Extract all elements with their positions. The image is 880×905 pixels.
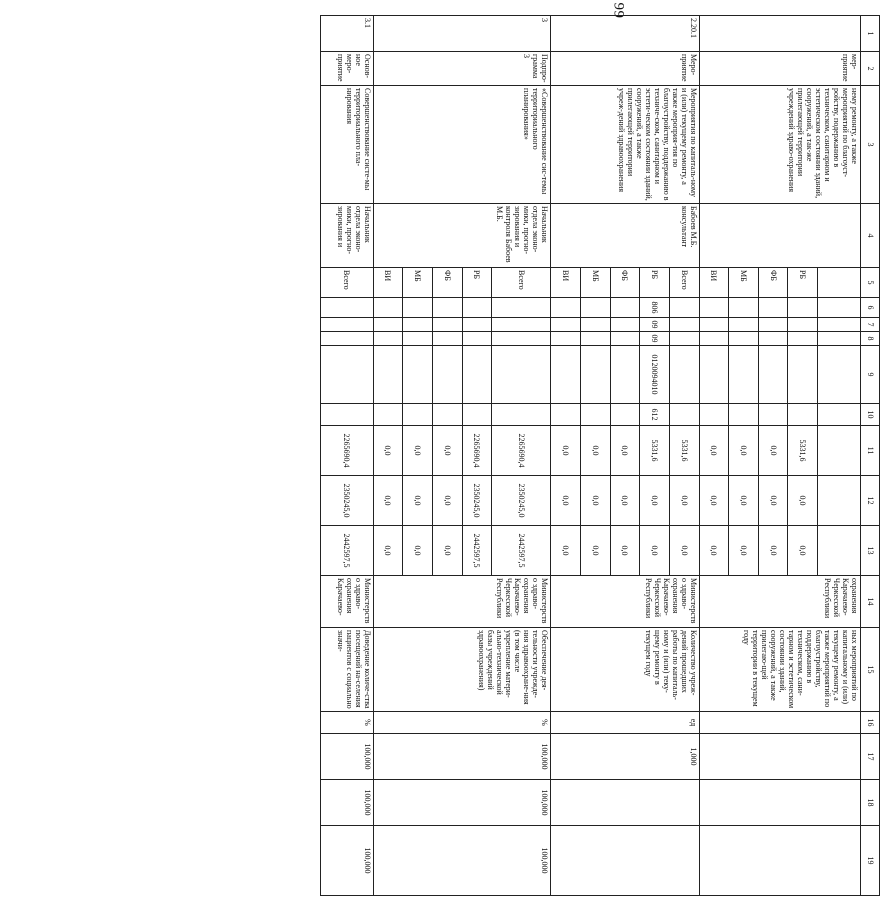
cell-c17: 100,000	[321, 734, 374, 780]
cell-c3: Мероприятия по капиталь-ному и (или) текущему ремонту, а также мероприя-тия по благоустройству, поддержанию в техниче-ском, санитарном и эстети-ческом состоянии зданий, сооружений, а также прилегающей территории учреж-дений здравоохранения	[551, 86, 699, 204]
cell-c10	[432, 404, 462, 426]
cell-c5: ВИ	[551, 268, 581, 298]
cell-c8	[321, 332, 374, 346]
cell-c11: 5331,6	[669, 426, 699, 476]
header-cell: 16	[861, 712, 880, 734]
cell-c12: 0,0	[432, 476, 462, 526]
cell-c4: Бабоев М.Б. консультант	[551, 204, 699, 268]
cell-c5: ВИ	[699, 268, 729, 298]
cell-c13: 0,0	[581, 526, 611, 576]
cell-c5	[818, 268, 861, 298]
cell-c3: «Совершенствование сис-темы территориального планирования»	[373, 86, 551, 204]
cell-c3: Совершенствование систе-мы территориального пла-нирования	[321, 86, 374, 204]
table-row	[669, 16, 699, 896]
cell-c11: 2265690,4	[492, 426, 551, 476]
cell-c12: 0,0	[551, 476, 581, 526]
header-cell: 9	[861, 346, 880, 404]
cell-c6	[492, 298, 551, 318]
cell-c6	[758, 298, 788, 318]
cell-c10	[699, 404, 729, 426]
header-cell: 14	[861, 576, 880, 628]
cell-c9	[729, 346, 759, 404]
cell-c10	[669, 404, 699, 426]
cell-c6	[432, 298, 462, 318]
cell-c12: 2350245,0	[492, 476, 551, 526]
cell-c13: 0,0	[373, 526, 403, 576]
cell-c9	[669, 346, 699, 404]
cell-c13: 2442597,5	[462, 526, 492, 576]
table-row	[818, 16, 861, 896]
cell-c7	[758, 318, 788, 332]
cell-c18	[699, 780, 861, 826]
cell-c7	[729, 318, 759, 332]
cell-c3: нему ремонту, а также мероприятий по благоуст-ройству, подержанию в техническом, санитарном и эстетическом состоянии зданий, сооружений, а так-же прилегающей территории учреждений здраво-охранения	[699, 86, 861, 204]
cell-c5: ФБ	[610, 268, 640, 298]
cell-c9	[610, 346, 640, 404]
cell-c9	[551, 346, 581, 404]
cell-c11: 0,0	[758, 426, 788, 476]
cell-c13	[818, 526, 861, 576]
cell-c6	[729, 298, 759, 318]
cell-c8	[492, 332, 551, 346]
cell-c13: 0,0	[699, 526, 729, 576]
header-cell: 18	[861, 780, 880, 826]
cell-c13: 0,0	[610, 526, 640, 576]
header-cell: 11	[861, 426, 880, 476]
cell-c7	[788, 318, 818, 332]
cell-c19	[699, 826, 861, 896]
cell-c5: МБ	[729, 268, 759, 298]
cell-c11: 2265690,4	[462, 426, 492, 476]
cell-c7	[610, 318, 640, 332]
cell-c7	[818, 318, 861, 332]
cell-c10	[403, 404, 433, 426]
cell-c12: 0,0	[581, 476, 611, 526]
cell-c19: 100,000	[321, 826, 374, 896]
cell-c8: 09	[640, 332, 670, 346]
header-cell: 19	[861, 826, 880, 896]
cell-c5: Всего	[321, 268, 374, 298]
cell-c11: 5331,6	[788, 426, 818, 476]
cell-c10	[551, 404, 581, 426]
header-cell: 8	[861, 332, 880, 346]
cell-c7	[492, 318, 551, 332]
cell-c18	[551, 780, 699, 826]
cell-c7	[462, 318, 492, 332]
cell-c11: 0,0	[729, 426, 759, 476]
cell-c4	[699, 204, 861, 268]
cell-c4: Начальник отдела эконо-мики, прогно-зирования и	[321, 204, 374, 268]
cell-c6	[403, 298, 433, 318]
cell-c10	[373, 404, 403, 426]
cell-c9	[432, 346, 462, 404]
cell-c12: 2350245,0	[321, 476, 374, 526]
cell-c14: Министерство здраво-охранения Карачаево-Черкесской Республики	[551, 576, 699, 628]
cell-c13: 0,0	[729, 526, 759, 576]
header-cell: 4	[861, 204, 880, 268]
cell-c10	[581, 404, 611, 426]
cell-c11	[818, 426, 861, 476]
cell-c5: МБ	[581, 268, 611, 298]
cell-c5: Всего	[492, 268, 551, 298]
cell-c6	[551, 298, 581, 318]
cell-c11: 0,0	[581, 426, 611, 476]
cell-c13: 0,0	[640, 526, 670, 576]
cell-c9	[462, 346, 492, 404]
cell-c7	[321, 318, 374, 332]
cell-c5: РБ	[640, 268, 670, 298]
cell-c8	[788, 332, 818, 346]
cell-c8	[462, 332, 492, 346]
header-cell: 10	[861, 404, 880, 426]
cell-c13: 2442597,5	[321, 526, 374, 576]
cell-c10: 612	[640, 404, 670, 426]
cell-c16: ед	[551, 712, 699, 734]
cell-c11: 5331,6	[640, 426, 670, 476]
cell-c8	[758, 332, 788, 346]
cell-c10	[818, 404, 861, 426]
cell-c16	[699, 712, 861, 734]
cell-c10	[788, 404, 818, 426]
cell-c13: 0,0	[551, 526, 581, 576]
header-cell: 13	[861, 526, 880, 576]
cell-c12: 2350245,0	[462, 476, 492, 526]
cell-c1: 3.1	[321, 16, 374, 52]
cell-c12: 0,0	[699, 476, 729, 526]
cell-c14: Министерство здраво-охранения Карачаево-Черкесской Республики	[373, 576, 551, 628]
header-cell: 1	[861, 16, 880, 52]
cell-c5: МБ	[403, 268, 433, 298]
cell-c15: Количество учреж-дений прошедших работы по капиталь-ному и (или) теку-щему ремонту в текущем году	[551, 628, 699, 712]
cell-c19: 100,000	[373, 826, 551, 896]
cell-c5: ФБ	[432, 268, 462, 298]
cell-c7	[581, 318, 611, 332]
program-table-sheet	[320, 15, 880, 895]
cell-c11: 0,0	[373, 426, 403, 476]
header-row	[861, 16, 880, 896]
header-cell: 5	[861, 268, 880, 298]
cell-c2: Подпро-грамма 3	[373, 52, 551, 86]
cell-c11: 0,0	[403, 426, 433, 476]
cell-c6	[788, 298, 818, 318]
cell-c10	[610, 404, 640, 426]
cell-c10	[729, 404, 759, 426]
cell-c17	[699, 734, 861, 780]
cell-c13: 0,0	[669, 526, 699, 576]
cell-c11: 0,0	[699, 426, 729, 476]
program-table	[320, 15, 880, 896]
header-cell: 17	[861, 734, 880, 780]
cell-c14: охранения Карачаево-Черкесской Республики	[699, 576, 861, 628]
cell-c8	[669, 332, 699, 346]
table-row	[321, 16, 374, 896]
cell-c7	[403, 318, 433, 332]
cell-c13: 0,0	[403, 526, 433, 576]
cell-c12: 0,0	[758, 476, 788, 526]
cell-c7	[551, 318, 581, 332]
cell-c5: Всего	[669, 268, 699, 298]
cell-c1: 3	[373, 16, 551, 52]
cell-c13: 0,0	[432, 526, 462, 576]
cell-c7	[432, 318, 462, 332]
cell-c18: 100,000	[373, 780, 551, 826]
cell-c9	[818, 346, 861, 404]
cell-c7: 09	[640, 318, 670, 332]
cell-c9	[758, 346, 788, 404]
cell-c16: %	[373, 712, 551, 734]
cell-c5: РБ	[788, 268, 818, 298]
cell-c5: ФБ	[758, 268, 788, 298]
cell-c1	[699, 16, 861, 52]
cell-c8	[610, 332, 640, 346]
cell-c13: 0,0	[788, 526, 818, 576]
header-cell: 6	[861, 298, 880, 318]
cell-c8	[581, 332, 611, 346]
cell-c17: 1,000	[551, 734, 699, 780]
cell-c15: Доведение количе-ства посещений на-селения пациентов с социально значи-	[321, 628, 374, 712]
cell-c12: 0,0	[669, 476, 699, 526]
cell-c9	[492, 346, 551, 404]
cell-c1: 2.20.1	[551, 16, 699, 52]
table-row	[492, 16, 551, 896]
cell-c15: Обеспечение дея-тельности учрежде-ния здравоохране-ния (в том числе укрепление матери-ально-технической базы учреждений здравоохранения)	[373, 628, 551, 712]
cell-c8	[373, 332, 403, 346]
cell-c6	[581, 298, 611, 318]
cell-c6	[818, 298, 861, 318]
cell-c4: Начальник отдела эконо-мики, прогно-зирования и контроля Бабоев М.Б.	[373, 204, 551, 268]
cell-c9: 0120094010	[640, 346, 670, 404]
cell-c9	[581, 346, 611, 404]
cell-c8	[551, 332, 581, 346]
header-cell: 12	[861, 476, 880, 526]
header-cell: 3	[861, 86, 880, 204]
cell-c11: 0,0	[432, 426, 462, 476]
cell-c12: 0,0	[640, 476, 670, 526]
page-number: 99	[610, 2, 627, 19]
cell-c11: 0,0	[551, 426, 581, 476]
cell-c8	[699, 332, 729, 346]
cell-c8	[818, 332, 861, 346]
cell-c10	[321, 404, 374, 426]
cell-c10	[758, 404, 788, 426]
cell-c9	[699, 346, 729, 404]
cell-c14: Министерство здраво-охранения Карачаево-	[321, 576, 374, 628]
cell-c6	[669, 298, 699, 318]
cell-c12: 0,0	[610, 476, 640, 526]
cell-c7	[373, 318, 403, 332]
header-cell: 2	[861, 52, 880, 86]
cell-c9	[321, 346, 374, 404]
cell-c16: %	[321, 712, 374, 734]
cell-c19	[551, 826, 699, 896]
cell-c6	[321, 298, 374, 318]
cell-c13: 2442597,5	[492, 526, 551, 576]
cell-c13: 0,0	[758, 526, 788, 576]
cell-c9	[373, 346, 403, 404]
header-cell: 15	[861, 628, 880, 712]
cell-c12: 0,0	[729, 476, 759, 526]
cell-c8	[729, 332, 759, 346]
cell-c6: 806	[640, 298, 670, 318]
cell-c12: 0,0	[373, 476, 403, 526]
cell-c12	[818, 476, 861, 526]
cell-c2: Основ-ное меро-приятие	[321, 52, 374, 86]
cell-c2: мер-приятие	[699, 52, 861, 86]
cell-c2: Меро-приятие	[551, 52, 699, 86]
cell-c18: 100,000	[321, 780, 374, 826]
cell-c5: ВИ	[373, 268, 403, 298]
cell-c6	[699, 298, 729, 318]
cell-c6	[610, 298, 640, 318]
cell-c11: 0,0	[610, 426, 640, 476]
cell-c8	[403, 332, 433, 346]
cell-c10	[492, 404, 551, 426]
cell-c12: 0,0	[788, 476, 818, 526]
cell-c8	[432, 332, 462, 346]
cell-c15: ных мероприятий по капитальному и (или) текущему ремонту, а также мероприятий по благоустройству, поддержанию в техническом, сани-тарном и эстетическом состоянии зданий, сооружений, а также прилегаю-щей территории в текущем году	[699, 628, 861, 712]
cell-c17: 100,000	[373, 734, 551, 780]
cell-c12: 0,0	[403, 476, 433, 526]
cell-c11: 2265690,4	[321, 426, 374, 476]
header-cell: 7	[861, 318, 880, 332]
cell-c9	[403, 346, 433, 404]
cell-c9	[788, 346, 818, 404]
cell-c6	[373, 298, 403, 318]
cell-c7	[669, 318, 699, 332]
cell-c10	[462, 404, 492, 426]
cell-c7	[699, 318, 729, 332]
cell-c5: РБ	[462, 268, 492, 298]
cell-c6	[462, 298, 492, 318]
